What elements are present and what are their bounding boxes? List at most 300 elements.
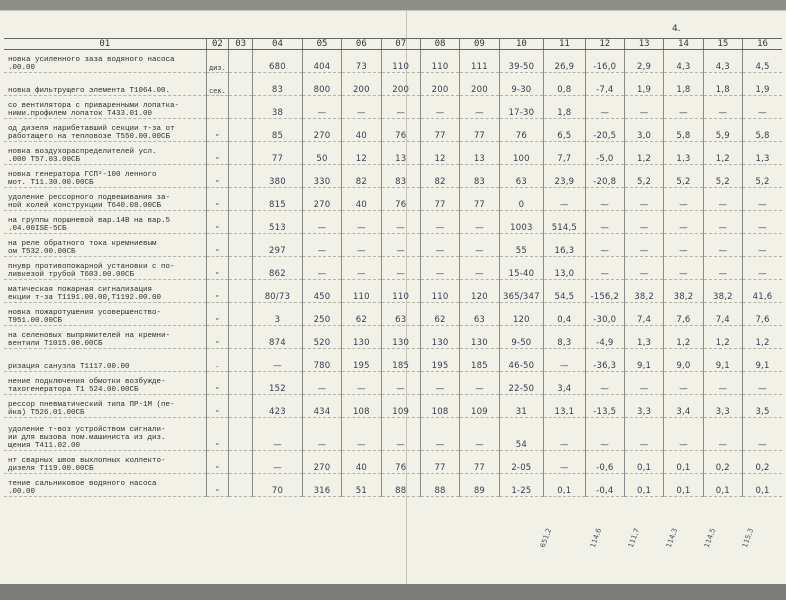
unit-cell: " — [206, 280, 229, 303]
value-cell: — — [381, 372, 420, 395]
value-cell: -0,6 — [585, 451, 624, 474]
column-header: 08 — [420, 39, 459, 50]
value-cell: — — [703, 96, 742, 119]
value-cell: 23,9 — [544, 165, 585, 188]
description-line: со вентилятора с приваренными лопатка- — [8, 102, 180, 110]
description-line: матическая пожарная сигнализация — [8, 286, 153, 294]
value-cell: — — [460, 257, 499, 280]
value-cell: -4,9 — [585, 326, 624, 349]
value-cell: 13 — [381, 142, 420, 165]
value-cell: 680 — [253, 50, 303, 73]
description-line: работащего на тепловозе Т550.00.00СБ — [8, 133, 171, 141]
column-total: 115,3 — [740, 527, 756, 549]
empty-cell — [229, 395, 253, 418]
description-line: новка пожаротушения усовершенство- — [8, 309, 162, 317]
description-line: екции т-за Т1191.00.00,Т1192.00.00 — [8, 294, 162, 302]
value-cell: — — [420, 211, 459, 234]
description-line: на реле обратного тока кремниевым — [8, 240, 157, 248]
column-header: 03 — [229, 39, 253, 50]
value-cell: 12 — [420, 142, 459, 165]
item-description — [4, 372, 206, 395]
value-cell: 26,9 — [544, 50, 585, 73]
description-line: новка воздухораспределителей усл. — [8, 148, 157, 156]
column-header: 15 — [703, 39, 742, 50]
value-cell: 0,1 — [544, 474, 585, 497]
value-cell: 12 — [342, 142, 381, 165]
value-cell: 16,3 — [544, 234, 585, 257]
value-cell: 76 — [499, 119, 544, 142]
description-line: .00.00 — [8, 64, 36, 72]
value-cell: — — [664, 234, 703, 257]
unit-cell: " — [206, 451, 229, 474]
value-cell: — — [624, 234, 663, 257]
table-row — [4, 326, 782, 349]
description-line: новка усиленного заза водяного насоса — [8, 56, 175, 64]
value-cell: 0,8 — [544, 73, 585, 96]
value-cell: 316 — [302, 474, 341, 497]
empty-cell — [229, 280, 253, 303]
value-cell: -16,0 — [585, 50, 624, 73]
item-description — [4, 451, 206, 474]
value-cell: 4,5 — [743, 50, 782, 73]
value-cell: — — [381, 234, 420, 257]
value-cell: — — [460, 234, 499, 257]
value-cell: 50 — [302, 142, 341, 165]
value-cell: — — [664, 188, 703, 211]
value-cell: 185 — [460, 349, 499, 372]
unit-cell: " — [206, 142, 229, 165]
value-cell: -0,4 — [585, 474, 624, 497]
value-cell: 3,3 — [703, 395, 742, 418]
value-cell: 1,2 — [664, 326, 703, 349]
value-cell: 15-40 — [499, 257, 544, 280]
value-cell: 55 — [499, 234, 544, 257]
table-row — [4, 50, 782, 73]
table-row — [4, 280, 782, 303]
value-cell: — — [544, 418, 585, 451]
value-cell: 3,4 — [664, 395, 703, 418]
empty-cell — [229, 73, 253, 96]
value-cell: 7,6 — [664, 303, 703, 326]
value-cell: — — [703, 257, 742, 280]
value-cell: 108 — [342, 395, 381, 418]
value-cell: 800 — [302, 73, 341, 96]
description-line: йка) Т526.01.00СБ — [8, 409, 85, 417]
item-description — [4, 395, 206, 418]
table-row — [4, 165, 782, 188]
value-cell: — — [460, 372, 499, 395]
value-cell: 0,1 — [703, 474, 742, 497]
value-cell: 2,9 — [624, 50, 663, 73]
value-cell: — — [460, 418, 499, 451]
value-cell: — — [703, 188, 742, 211]
column-header: 09 — [460, 39, 499, 50]
value-cell: 88 — [420, 474, 459, 497]
value-cell: 82 — [342, 165, 381, 188]
description-line: .000 Т57.03.00СБ — [8, 156, 81, 164]
item-description — [4, 211, 206, 234]
value-cell: — — [664, 96, 703, 119]
value-cell: -7,4 — [585, 73, 624, 96]
data-table — [4, 38, 782, 497]
table-row — [4, 73, 782, 96]
value-cell: 1-25 — [499, 474, 544, 497]
value-cell: — — [743, 211, 782, 234]
value-cell: 41,6 — [743, 280, 782, 303]
value-cell: 38,2 — [664, 280, 703, 303]
value-cell: 62 — [420, 303, 459, 326]
table-row — [4, 234, 782, 257]
value-cell: 4,3 — [664, 50, 703, 73]
value-cell: 1,3 — [624, 326, 663, 349]
empty-cell — [229, 349, 253, 372]
value-cell: 152 — [253, 372, 303, 395]
value-cell: 5,2 — [743, 165, 782, 188]
empty-cell — [229, 96, 253, 119]
value-cell: 108 — [420, 395, 459, 418]
value-cell: 0,4 — [544, 303, 585, 326]
value-cell: 8,3 — [544, 326, 585, 349]
item-description — [4, 280, 206, 303]
value-cell: — — [381, 418, 420, 451]
empty-cell — [229, 326, 253, 349]
description-line: тение сальниковое водяного насоса — [8, 480, 157, 488]
value-cell: 423 — [253, 395, 303, 418]
empty-cell — [229, 257, 253, 280]
value-cell: — — [460, 96, 499, 119]
value-cell: — — [342, 372, 381, 395]
value-cell: 195 — [342, 349, 381, 372]
value-cell: 9-30 — [499, 73, 544, 96]
value-cell: 9,1 — [743, 349, 782, 372]
value-cell: 54,5 — [544, 280, 585, 303]
value-cell: 380 — [253, 165, 303, 188]
value-cell: 110 — [420, 280, 459, 303]
value-cell: 13,1 — [544, 395, 585, 418]
item-description — [4, 142, 206, 165]
value-cell: — — [381, 257, 420, 280]
value-cell: 13,0 — [544, 257, 585, 280]
value-cell: — — [253, 451, 303, 474]
description-line: мот. Т11.30.00.00СБ — [8, 179, 94, 187]
value-cell: 1003 — [499, 211, 544, 234]
value-cell: — — [624, 211, 663, 234]
table-row — [4, 96, 782, 119]
value-cell: 5,2 — [664, 165, 703, 188]
value-cell: 110 — [420, 50, 459, 73]
value-cell: — — [460, 211, 499, 234]
value-cell: 109 — [381, 395, 420, 418]
value-cell: — — [664, 418, 703, 451]
value-cell: 195 — [420, 349, 459, 372]
value-cell: 0 — [499, 188, 544, 211]
table-row — [4, 119, 782, 142]
value-cell: 1,8 — [544, 96, 585, 119]
value-cell: 40 — [342, 188, 381, 211]
value-cell: — — [420, 96, 459, 119]
value-cell: 88 — [381, 474, 420, 497]
empty-cell — [229, 188, 253, 211]
value-cell: 270 — [302, 119, 341, 142]
description-line: Т951.00.00СБ — [8, 317, 63, 325]
value-cell: — — [664, 372, 703, 395]
value-cell: 110 — [381, 50, 420, 73]
value-cell: 0,1 — [664, 474, 703, 497]
value-cell: 83 — [253, 73, 303, 96]
value-cell: 520 — [302, 326, 341, 349]
value-cell: 1,9 — [624, 73, 663, 96]
value-cell: — — [253, 418, 303, 451]
column-header: 11 — [544, 39, 585, 50]
value-cell: — — [703, 372, 742, 395]
value-cell: 110 — [342, 280, 381, 303]
unit-cell: " — [206, 165, 229, 188]
value-cell: — — [342, 418, 381, 451]
empty-cell — [229, 50, 253, 73]
table-row — [4, 395, 782, 418]
column-header: 04 — [253, 39, 303, 50]
value-cell: — — [585, 211, 624, 234]
column-header: 01 — [4, 39, 206, 50]
column-total: 114,3 — [664, 527, 680, 549]
description-line: щения Т411.02.00 — [8, 442, 81, 450]
value-cell: — — [624, 96, 663, 119]
value-cell: 73 — [342, 50, 381, 73]
value-cell: 3,4 — [544, 372, 585, 395]
value-cell: 77 — [420, 451, 459, 474]
value-cell: 404 — [302, 50, 341, 73]
description-line: вентили Т1015.00.00СБ — [8, 340, 103, 348]
value-cell: 7,4 — [703, 303, 742, 326]
value-cell: 31 — [499, 395, 544, 418]
value-cell: — — [585, 372, 624, 395]
unit-cell: диз. — [206, 50, 229, 73]
value-cell: 130 — [342, 326, 381, 349]
value-cell: — — [743, 188, 782, 211]
value-cell: 51 — [342, 474, 381, 497]
value-cell: — — [544, 188, 585, 211]
value-cell: 1,2 — [703, 326, 742, 349]
description-line: ризация санузла Т1117.00.00 — [8, 363, 130, 371]
value-cell: 270 — [302, 451, 341, 474]
value-cell: — — [302, 234, 341, 257]
unit-cell: " — [206, 395, 229, 418]
value-cell: 130 — [460, 326, 499, 349]
description-line: тахогенератора Т1 524.00.00СБ — [8, 386, 139, 394]
empty-cell — [229, 418, 253, 451]
item-description — [4, 303, 206, 326]
column-total: 114,5 — [702, 527, 718, 549]
value-cell: 38,2 — [703, 280, 742, 303]
empty-cell — [229, 119, 253, 142]
description-line: рессор пневматический типа ПР-1М (пе- — [8, 401, 175, 409]
value-cell: 297 — [253, 234, 303, 257]
column-totals — [520, 526, 782, 556]
value-cell: 1,9 — [743, 73, 782, 96]
value-cell: 5,2 — [624, 165, 663, 188]
description-line: дизеля Т119.00.00СБ — [8, 465, 94, 473]
column-total: 114,6 — [588, 527, 604, 549]
value-cell: 40 — [342, 451, 381, 474]
value-cell: — — [703, 418, 742, 451]
value-cell: — — [253, 349, 303, 372]
value-cell: — — [342, 257, 381, 280]
value-cell: 434 — [302, 395, 341, 418]
value-cell: 109 — [460, 395, 499, 418]
value-cell: 1,3 — [743, 142, 782, 165]
item-description — [4, 257, 206, 280]
unit-cell: " — [206, 188, 229, 211]
table-row — [4, 372, 782, 395]
value-cell: — — [703, 211, 742, 234]
column-header: 14 — [664, 39, 703, 50]
item-description — [4, 50, 206, 73]
value-cell: 76 — [381, 451, 420, 474]
table-row — [4, 349, 782, 372]
value-cell: — — [585, 234, 624, 257]
value-cell: 77 — [420, 188, 459, 211]
table-row — [4, 474, 782, 497]
value-cell: 200 — [420, 73, 459, 96]
value-cell: 83 — [460, 165, 499, 188]
value-cell: 77 — [460, 451, 499, 474]
table-row — [4, 142, 782, 165]
value-cell: 80/73 — [253, 280, 303, 303]
value-cell: -30,0 — [585, 303, 624, 326]
value-cell: 130 — [420, 326, 459, 349]
unit-cell: - — [206, 349, 229, 372]
header-row — [4, 39, 782, 50]
value-cell: 330 — [302, 165, 341, 188]
value-cell: 200 — [460, 73, 499, 96]
value-cell: 17-30 — [499, 96, 544, 119]
value-cell: 815 — [253, 188, 303, 211]
value-cell: 365/347 — [499, 280, 544, 303]
column-header: 10 — [499, 39, 544, 50]
description-line: на группы поршневой вар.14В на вар.5 — [8, 217, 171, 225]
table-row — [4, 211, 782, 234]
description-line: .00.00 — [8, 488, 36, 496]
value-cell: 76 — [381, 188, 420, 211]
value-cell: 9,0 — [664, 349, 703, 372]
value-cell: — — [544, 451, 585, 474]
value-cell: 40 — [342, 119, 381, 142]
column-total: 651,2 — [538, 527, 554, 549]
value-cell: — — [585, 96, 624, 119]
value-cell: 1,8 — [664, 73, 703, 96]
value-cell: — — [302, 372, 341, 395]
item-description — [4, 326, 206, 349]
description-line: новка генератора ГСП²-100 ленного — [8, 171, 157, 179]
table-row — [4, 188, 782, 211]
value-cell: — — [342, 96, 381, 119]
value-cell: — — [585, 257, 624, 280]
value-cell: — — [342, 234, 381, 257]
value-cell: 1,2 — [743, 326, 782, 349]
item-description — [4, 119, 206, 142]
empty-cell — [229, 234, 253, 257]
value-cell: — — [585, 188, 624, 211]
value-cell: — — [420, 257, 459, 280]
value-cell: 874 — [253, 326, 303, 349]
table-row — [4, 418, 782, 451]
item-description — [4, 234, 206, 257]
value-cell: — — [743, 234, 782, 257]
value-cell: 85 — [253, 119, 303, 142]
value-cell: 514,5 — [544, 211, 585, 234]
value-cell: 1,2 — [703, 142, 742, 165]
item-description — [4, 96, 206, 119]
value-cell: — — [420, 418, 459, 451]
unit-cell: " — [206, 418, 229, 451]
value-cell: 62 — [342, 303, 381, 326]
value-cell: — — [743, 418, 782, 451]
value-cell: -20,8 — [585, 165, 624, 188]
unit-cell: " — [206, 372, 229, 395]
description-line: ии для вызова пом.машиниста из диз. — [8, 434, 166, 442]
empty-cell — [229, 451, 253, 474]
value-cell: — — [743, 257, 782, 280]
value-cell: 63 — [460, 303, 499, 326]
value-cell: 38 — [253, 96, 303, 119]
sheet-lower-edge — [0, 584, 786, 600]
unit-cell: " — [206, 211, 229, 234]
value-cell: — — [342, 211, 381, 234]
value-cell: 9,1 — [624, 349, 663, 372]
value-cell: 77 — [460, 119, 499, 142]
value-cell: — — [743, 96, 782, 119]
unit-cell: сек. — [206, 73, 229, 96]
unit-cell: " — [206, 234, 229, 257]
value-cell: -5,0 — [585, 142, 624, 165]
value-cell: 83 — [381, 165, 420, 188]
value-cell: — — [743, 372, 782, 395]
value-cell: 185 — [381, 349, 420, 372]
unit-cell: " — [206, 303, 229, 326]
table-row — [4, 451, 782, 474]
value-cell: 5,2 — [703, 165, 742, 188]
value-cell: 111 — [460, 50, 499, 73]
value-cell: 6,5 — [544, 119, 585, 142]
value-cell: 1,3 — [664, 142, 703, 165]
column-header: 12 — [585, 39, 624, 50]
value-cell: 780 — [302, 349, 341, 372]
empty-cell — [229, 211, 253, 234]
value-cell: 200 — [381, 73, 420, 96]
item-description — [4, 73, 206, 96]
value-cell: 5,8 — [664, 119, 703, 142]
empty-cell — [229, 303, 253, 326]
value-cell: 1,8 — [703, 73, 742, 96]
value-cell: — — [624, 257, 663, 280]
value-cell: 250 — [302, 303, 341, 326]
value-cell: 76 — [381, 119, 420, 142]
description-line: ом Т532.00.00СБ — [8, 248, 76, 256]
value-cell: — — [420, 372, 459, 395]
value-cell: — — [381, 211, 420, 234]
value-cell: -156,2 — [585, 280, 624, 303]
value-cell: 0,2 — [703, 451, 742, 474]
empty-cell — [229, 474, 253, 497]
value-cell: — — [664, 211, 703, 234]
empty-cell — [229, 165, 253, 188]
description-line: од дизеля нарибетавший секции т-за от — [8, 125, 175, 133]
value-cell: 513 — [253, 211, 303, 234]
value-cell: 0,2 — [743, 451, 782, 474]
value-cell: 200 — [342, 73, 381, 96]
value-cell: 0,1 — [743, 474, 782, 497]
value-cell: 3,3 — [624, 395, 663, 418]
